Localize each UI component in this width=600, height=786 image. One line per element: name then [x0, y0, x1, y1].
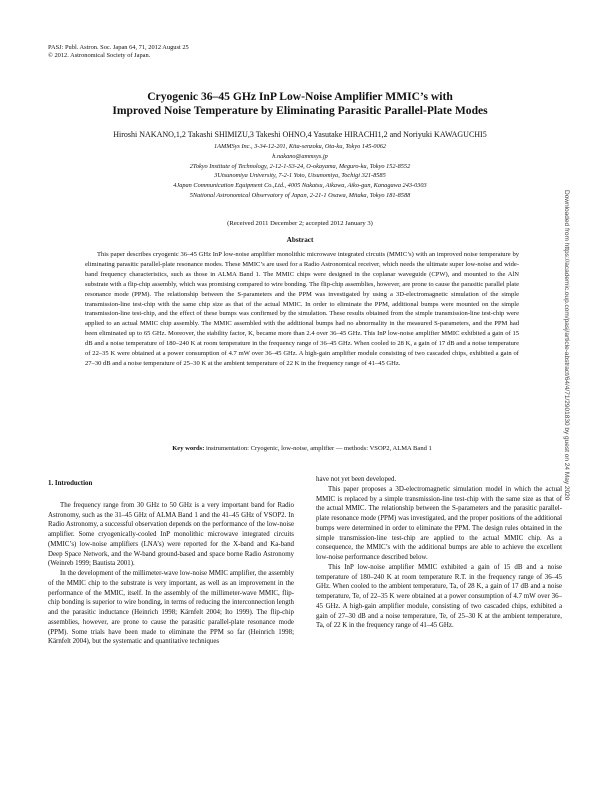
affiliation-2: 2Tokyo Institute of Technology, 2-12-1-S3-24, O-okayama, Meguro-ku, Tokyo 152-8552: [189, 162, 411, 170]
contact-email[interactable]: h.nakano@ammsys.jp: [272, 152, 328, 160]
abstract-heading: Abstract: [286, 236, 314, 244]
keywords-text: instrumentation: Cryogenic, low-noise, amplifier — methods: VSOP2, ALMA Band 1: [206, 445, 432, 452]
download-watermark[interactable]: Downloaded from https://academic.oup.com/pasj/article-abstract/64/4/71/2901830 by guest on 24 May 2020: [563, 190, 570, 501]
intro-paragraph-4: This InP low-noise amplifier MMIC exhibited a gain of 15 dB and a noise temperature of 180–240 K at room temperature R.T. in the frequency range of 36–45 GHz. When cooled to the ambient temperature, Ta, of 28 K, a gain of 17 dB and a noise temperature, Te, of 22–35 K were obtained at a power consumption of 4.7 mW over 36–45 GHz. A high-gain amplifier module, consisting of two cascaded chips, exhibited a gain of 27–30 dB and a noise temperature, Te, of 25–30 K at the ambient temperature, Ta, of 22 K in the frequency range of 41–45 GHz.: [316, 563, 562, 630]
keywords-label: Key words:: [172, 445, 205, 452]
title-line-1: Cryogenic 36–45 GHz InP Low-Noise Amplifier MMIC’s with: [147, 90, 453, 103]
left-column: [48, 475, 294, 647]
abstract-body: This paper describes cryogenic 36–45 GHz InP low-noise amplifier monolithic microwave integrated circuits (MMIC’s) with an improved noise temperature by eliminating parasitic parallel-plate resonance modes. These MMIC’s are used for a Radio Astronomical receiver, which needs the ultimate super low-noise and wide-band frequency characteristics, such as those in ALMA Band 1. The MMIC chips were designed in the coplanar waveguide (CPW), and mounted to the AlN substrate with a flip-chip assembly, which was promising compared to wire bonding. The flip-chip assemblies, however, are prone to cause the parasitic parallel plate resonance mode (PPM). The relationship between the S-parameters and the PPM was investigated by using a 3D-electromagnetic simulation of the simple transmission-line test-chip with the same chip size as that of the actual MMIC. In order to eliminate the PPM, additional bumps were mounted on the simple transmission-line test-chip, and the effect of these bumps was confirmed by the simulation. These results obtained from the simple transmission-line test-chip were applied to an actual MMIC chip assembly. The MMIC assembled with the additional bumps had no abnormality in the measured S-parameters, and the PPM had been eliminated up to 65 GHz. Moreover, the stability factor, K, became more than 2.4 over 36–45 GHz. This InP low-noise amplifier MMIC exhibited a gain of 15 dB and a noise temperature of 180–240 K at room temperature in the frequency range of 36–45 GHz. When cooled to 28 K, a gain of 17 dB and a noise temperature of 22–35 K were obtained at a power consumption of 4.7 mW over 36–45 GHz. A high-gain amplifier module consisting of two cascaded chips, exhibited a gain of 27–30 dB and a noise temperature of 25–30 K at the ambient temperature of 22 K in the frequency range of 41–45 GHz.: [85, 251, 519, 367]
affiliation-3: 3Utsunomiya University, 7-2-1 Yoto, Utsunomiya, Tochigi 321-8585: [214, 172, 386, 180]
keywords: [85, 444, 519, 453]
copyright-line: © 2012. Astronomical Society of Japan.: [48, 52, 151, 59]
affiliation-4: 4Japan Communication Equipment Co.,Ltd., 4005 Nakatsu, Aikawa, Aiko-gun, Kanagawa 243-0303: [173, 182, 427, 190]
affiliation-1: 1AMMSys Inc., 3-34-12-201, Kita-senzoku, Ota-ku, Tokyo 145-0062: [213, 143, 387, 150]
paper-title: [40, 90, 560, 118]
intro-paragraph-1: The frequency range from 30 GHz to 50 GHz is a very important band for Radio Astronomy, such as the 31–45 GHz of ALMA Band 1 and the 41–45 GHz of VSOP2. In Radio Astronomy, a successful observation depends on the performance of the low-noise amplifier. Some cryogenically-cooled InP monolithic microwave integrated circuits (MMIC’s) low-noise amplifiers (LNA’s) were reported for the X-band and Ka-band Deep Space Network, and the W-band ground-based and space borne Radio Astronomy (Weinreb 1999; Bautista 2001).: [48, 501, 294, 568]
author-list: Hiroshi NAKANO,1,2 Takashi SHIMIZU,3 Takeshi OHNO,4 Yasutake HIRACHI1,2 and Noriyuki KAWAGUCHI5: [113, 130, 487, 139]
intro-paragraph-2: In the development of the millimeter-wave low-noise MMIC amplifier, the assembly of the MMIC chip to the substrate is very important, as well as an improvement in the performance of the MMIC, itself. In the assembly of the millimeter-wave MMIC, flip-chip bonding is superior to wire bonding, in terms of reducing the interconnection length and the parasitic inductance (Heinrich 1998; Kärnfelt 2004; Ito 1999). The flip-chip assemblies, however, are prone to cause the parasitic parallel-plate resonance mode (PPM). Some trials have been made to eliminate the PPM so far (Heinrich 1998; Kärnfelt 2004), but the systematic and quantitative techniques: [48, 570, 294, 646]
received-dates: (Received 2011 December 2; accepted 2012 January 3): [227, 220, 373, 227]
right-column: [316, 475, 562, 631]
title-line-2: Improved Noise Temperature by Eliminating Parasitic Parallel-Plate Modes: [112, 104, 488, 117]
section-heading-introduction: 1. Introduction: [48, 480, 93, 487]
intro-paragraph-continued: have not yet been developed.: [316, 476, 397, 483]
affiliations: [40, 142, 560, 201]
journal-header: [48, 44, 189, 60]
intro-paragraph-3: This paper proposes a 3D-electromagnetic simulation model in which the actual MMIC is replaced by a simple transmission-line test-chip with the same size as that of the actual MMIC. The relationship between the S-parameters and the parasitic parallel-plate resonance mode (PPM) was investigated, and the proper positions of the additional bumps were determined in order to eliminate the PPM. The design rules obtained in the simple transmission-line test-chip are applied to the actual MMIC chip. As a consequence, the MMIC’s with the additional bumps are able to achieve the excellent low-noise performance described below.: [316, 485, 562, 561]
journal-citation: PASJ: Publ. Astron. Soc. Japan 64, 71, 2012 August 25: [48, 44, 189, 51]
affiliation-5: 5National Astronomical Observatory of Japan, 2-21-1 Osawa, Mitaka, Tokyo 181-8588: [189, 191, 411, 199]
